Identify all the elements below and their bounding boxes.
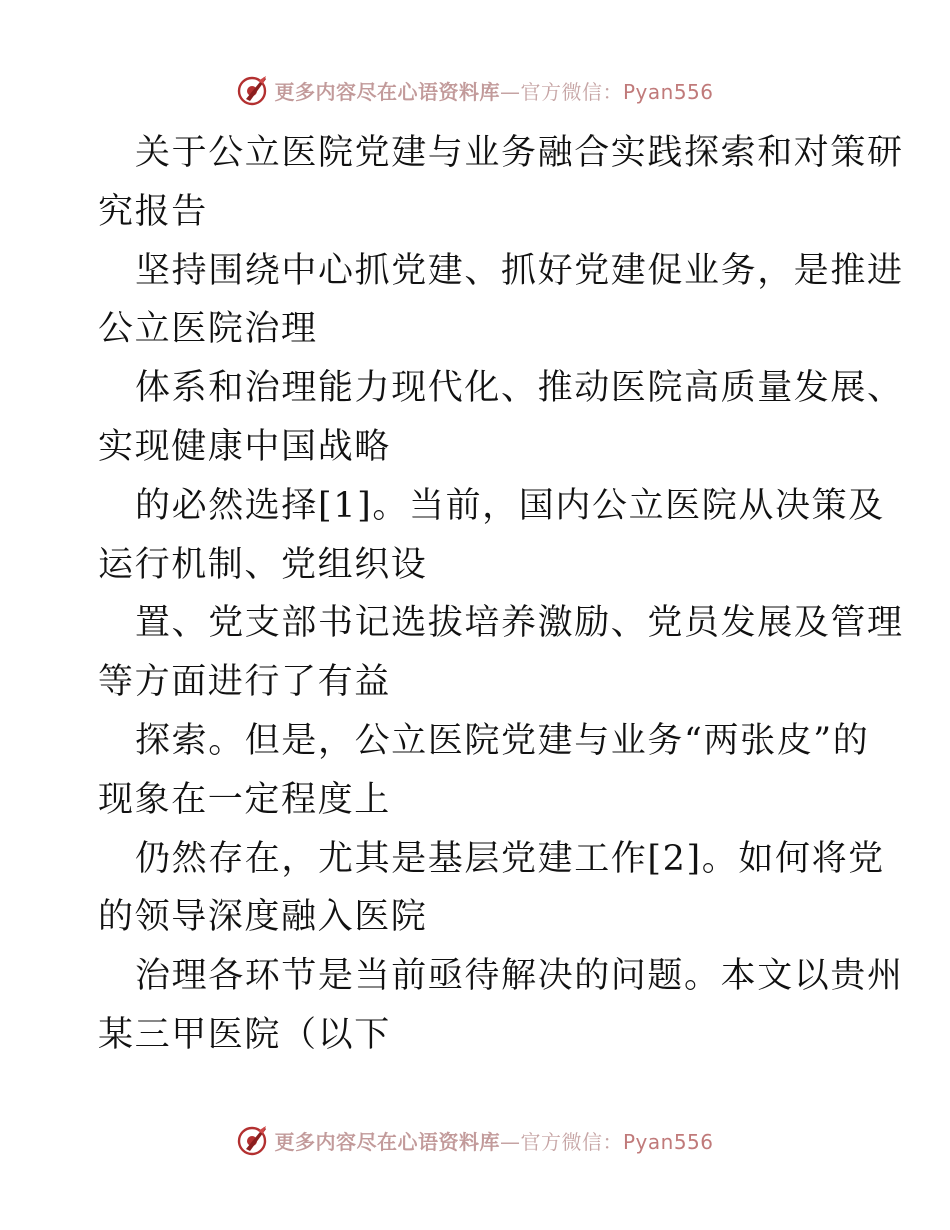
- text-line: 究报告: [98, 191, 208, 232]
- document-body: [98, 124, 904, 1065]
- watermark-text: [274, 76, 713, 105]
- text-line: 治理各环节是当前亟待解决的问题。本文以贵州: [135, 956, 904, 997]
- text-line: 置、党支部书记选拔培养激励、党员发展及管理: [135, 603, 904, 644]
- text-line: 实现健康中国战略: [98, 426, 391, 467]
- text-line: 体系和治理能力现代化、推动医院高质量发展、: [135, 368, 904, 409]
- text-line: 等方面进行了有益: [98, 662, 391, 703]
- text-line: 运行机制、党组织设: [98, 544, 428, 585]
- watermark-separator: —: [499, 79, 521, 104]
- watermark-wechat-id: Pyan556: [622, 79, 714, 104]
- text-line: 的必然选择[1]。当前，国内公立医院从决策及: [135, 485, 885, 526]
- watermark-separator: —: [499, 1129, 521, 1154]
- text-line: 仍然存在，尤其是基层党建工作[2]。如何将党: [135, 838, 885, 879]
- watermark-label: 官方微信：: [520, 79, 623, 104]
- watermark-text: [274, 1126, 713, 1155]
- watermark-brand: 更多内容尽在心语资料库: [274, 79, 500, 104]
- watermark-brand: 更多内容尽在心语资料库: [274, 1129, 500, 1154]
- text-line: 现象在一定程度上: [98, 779, 391, 820]
- watermark-header: [0, 70, 950, 110]
- watermark-wechat-id: Pyan556: [622, 1129, 714, 1154]
- watermark-label: 官方微信：: [520, 1129, 623, 1154]
- quill-logo-icon: [236, 73, 270, 107]
- text-line: 的领导深度融入医院: [98, 897, 428, 938]
- text-line: 某三甲医院（以下: [98, 1014, 391, 1055]
- quill-logo-icon: [236, 1123, 270, 1157]
- text-line: 公立医院治理: [98, 309, 318, 350]
- watermark-footer: [0, 1120, 950, 1160]
- text-line: 坚持围绕中心抓党建、抓好党建促业务，是推进: [135, 250, 904, 291]
- text-line: 探索。但是，公立医院党建与业务“两张皮”的: [135, 720, 870, 761]
- text-line: 关于公立医院党建与业务融合实践探索和对策研: [135, 133, 904, 173]
